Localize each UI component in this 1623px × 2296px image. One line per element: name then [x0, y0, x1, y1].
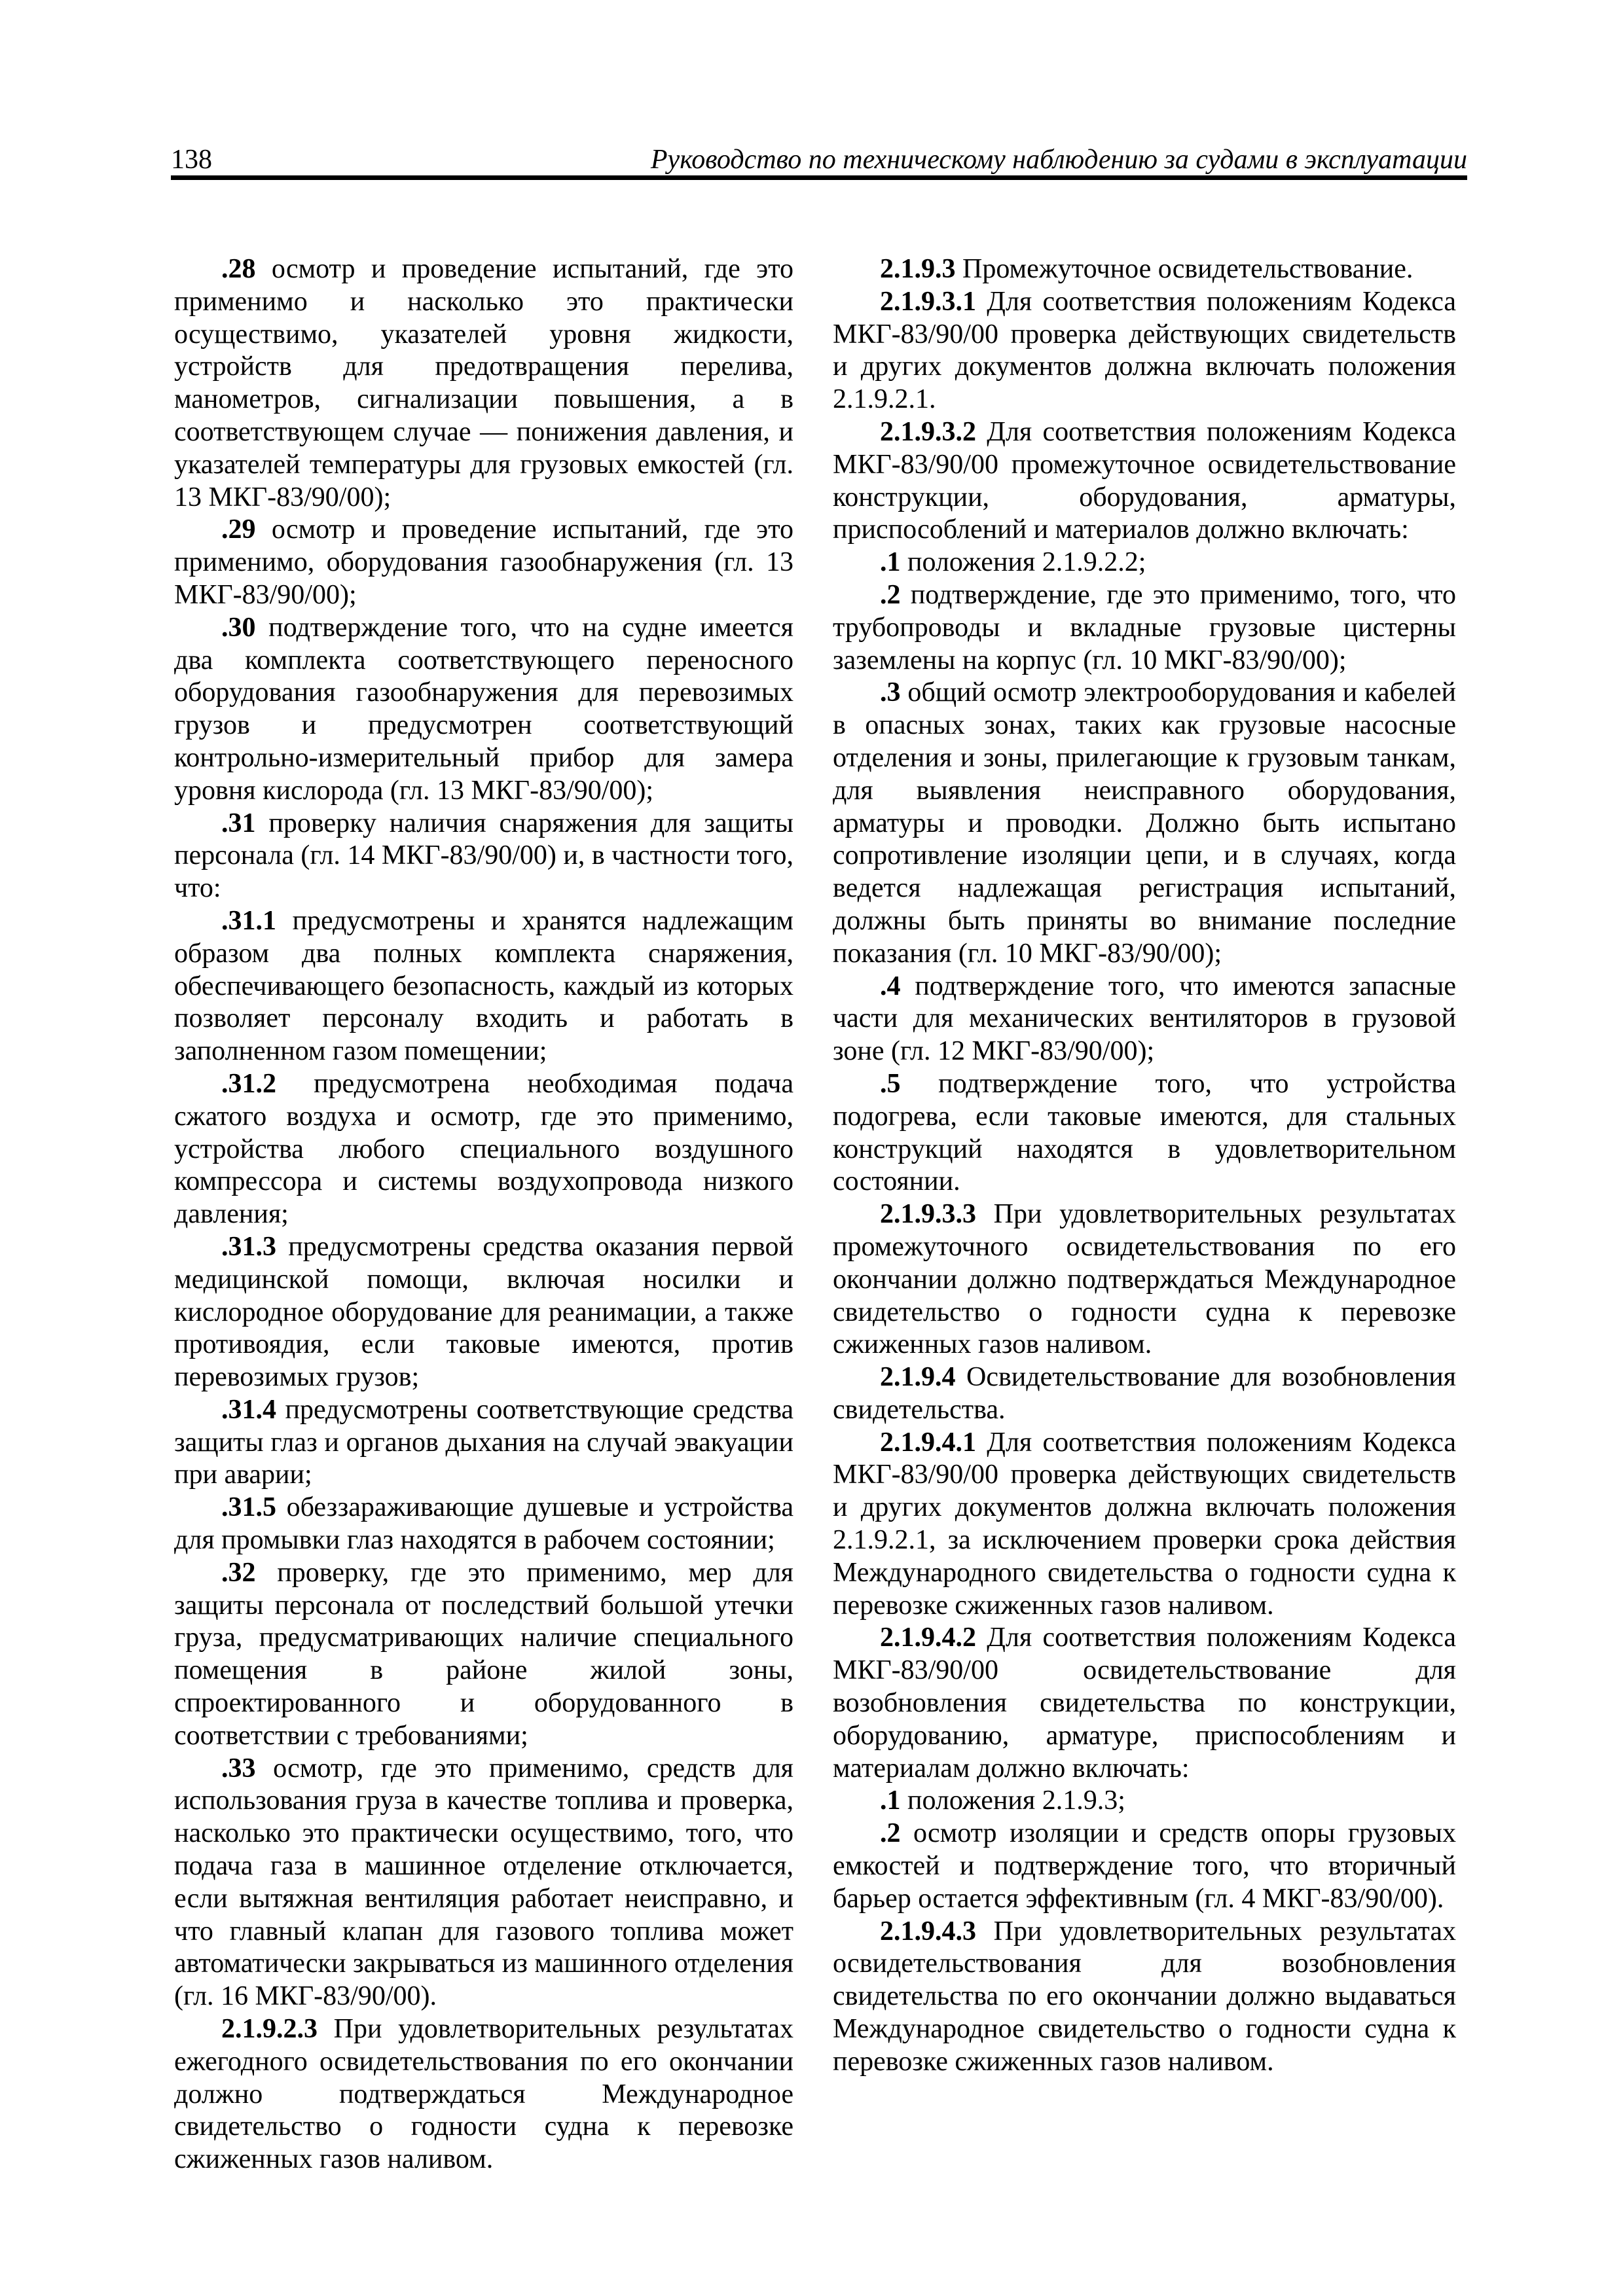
paragraph-text: осмотр и проведение испытаний, где это применимо, оборудования газообнаружения (гл. 13 МКГ-83/90/00);: [174, 514, 793, 610]
paragraph-text: положения 2.1.9.3;: [900, 1785, 1125, 1816]
clause-number: 2.1.9.3.1: [880, 286, 976, 317]
page-header: [171, 145, 1467, 174]
paragraph-text: осмотр, где это применимо, средств для использования груза в качестве топлива и проверка, насколько это практически осуществимо, того, что подача газа в машинное отделение отключается, если вытяжная вентиляция работает неисправно, и что главный клапан для газового топлива может автоматически закрываться из машинного отделения (гл. 16 МКГ-83/90/00).: [174, 1753, 793, 2012]
clause-number: .4: [880, 971, 901, 1001]
clause-number: .31.5: [221, 1492, 276, 1523]
clause-number: .30: [221, 612, 256, 643]
paragraph-text: предусмотрена необходимая подача сжатого воздуха и осмотр, где это применимо, устройства любого специального воздушного компрессора и системы воздухопровода низкого давления;: [174, 1068, 793, 1230]
paragraph-text: проверку наличия снаряжения для защиты персонала (гл. 14 МКГ-83/90/00) и, в частности того, что:: [174, 808, 793, 904]
paragraph: [833, 971, 1456, 1068]
paragraph-text: Для соответствия положениям Кодекса МКГ-83/90/00 освидетельствование для возобновления свидетельства по конструкции, оборудованию, арматуре, приспособлениям и материалам должно включать:: [833, 1623, 1456, 1784]
paragraph-text: предусмотрены средства оказания первой медицинской помощи, включая носилки и кислородное оборудование для реанимации, а также противоядия, если таковые имеются, против перевозимых грузов;: [174, 1231, 793, 1393]
paragraph: [174, 612, 793, 808]
paragraph-text: При удовлетворительных результатах ежегодного освидетельствования по его окончании должно подтверждаться Международное свидетельство о годности судна к перевозке сжиженных газов наливом.: [174, 2014, 793, 2175]
paragraph-text: общий осмотр электрооборудования и кабелей в опасных зонах, таких как грузовые насосные отделения и зоны, прилегающие к грузовым танкам, для выявления неисправного оборудования, арматуры и проводки. Должно быть испытано сопротивление изоляции цепи, и в случаях, когда ведется надлежащая регистрация испытаний, должны быть приняты во внимание последние показания (гл. 10 МКГ-83/90/00);: [833, 677, 1456, 969]
paragraph: [174, 253, 793, 514]
paragraph: [174, 1557, 793, 1753]
clause-number: .1: [880, 1785, 901, 1816]
paragraph: [833, 416, 1456, 547]
paragraph-text: обеззараживающие душевые и устройства для промывки глаз находятся в рабочем состоянии;: [174, 1492, 793, 1556]
clause-number: .28: [221, 254, 256, 284]
paragraph-text: осмотр изоляции и средств опоры грузовых емкостей и подтверждение того, что вторичный барьер остается эффективным (гл. 4 МКГ-83/90/00).: [833, 1818, 1456, 1914]
paragraph-text: подтверждение, где это применимо, того, что трубопроводы и вкладные грузовые цистерны заземлены на корпус (гл. 10 МКГ-83/90/00);: [833, 579, 1456, 675]
paragraph-text: подтверждение того, что на судне имеется два комплекта соответствующего переносного оборудования газообнаружения для перевозимых грузов и предусмотрен соответствующий контрольно-измерительный прибор для замера уровня кислорода (гл. 13 МКГ-83/90/00);: [174, 612, 793, 806]
clause-number: 2.1.9.3: [880, 254, 956, 284]
paragraph: [174, 1068, 793, 1231]
right-column: [833, 253, 1456, 2079]
running-title: Руководство по техническому наблюдению за судами в эксплуатации: [650, 145, 1467, 175]
clause-number: 2.1.9.4.2: [880, 1623, 976, 1653]
paragraph: [174, 1394, 793, 1492]
paragraph: [174, 1492, 793, 1557]
clause-number: .3: [880, 677, 901, 708]
paragraph: [833, 1068, 1456, 1198]
paragraph-text: Для соответствия положениям Кодекса МКГ-83/90/00 проверка действующих свидетельств и других документов должна включать положения 2.1.9.2.1, за исключением проверки срока действия Международного свидетельства о годности судна к перевозке сжиженных газов наливом.: [833, 1427, 1456, 1621]
clause-number: .1: [880, 547, 901, 578]
paragraph: [833, 1198, 1456, 1361]
clause-number: 2.1.9.4.3: [880, 1916, 976, 1946]
paragraph: [833, 286, 1456, 416]
paragraph: [833, 1916, 1456, 2079]
paragraph-text: подтверждение того, что устройства подогрева, если таковые имеются, для стальных конструкций находятся в удовлетворительном состоянии.: [833, 1068, 1456, 1197]
paragraph-text: положения 2.1.9.2.2;: [900, 547, 1146, 578]
paragraph-text: проверку, где это применимо, мер для защиты персонала от последствий большой утечки груза, предусматривающих наличие специального помещения в районе жилой зоны, спроектированного и оборудованного в соответствии с требованиями;: [174, 1557, 793, 1751]
clause-number: .31.2: [221, 1068, 276, 1099]
clause-number: 2.1.9.4.1: [880, 1427, 976, 1458]
clause-number: .31.4: [221, 1394, 276, 1425]
clause-number: 2.1.9.3.3: [880, 1199, 976, 1230]
paragraph: [174, 2013, 793, 2176]
paragraph-text: предусмотрены и хранятся надлежащим образом два полных комплекта снаряжения, обеспечивающего безопасность, каждый из которых позволяет персоналу входить и работать в заполненном газом помещении;: [174, 905, 793, 1067]
paragraph: [833, 579, 1456, 677]
paragraph-text: Для соответствия положениям Кодекса МКГ-83/90/00 проверка действующих свидетельств и других документов должна включать положения 2.1.9.2.1.: [833, 286, 1456, 415]
paragraph: [833, 1427, 1456, 1623]
clause-number: .31.1: [221, 905, 276, 936]
paragraph: [833, 1361, 1456, 1427]
paragraph: [833, 1785, 1456, 1818]
clause-number: .31.3: [221, 1231, 276, 1262]
paragraph-text: При удовлетворительных результатах освидетельствования для возобновления свидетельства по его окончании должно выдаваться Международное свидетельство о годности судна к перевозке сжиженных газов наливом.: [833, 1916, 1456, 2077]
paragraph-text: осмотр и проведение испытаний, где это применимо и насколько это практически осуществимо, указателей уровня жидкости, устройств для предотвращения перелива, манометров, сигнализации повышения, а в соответствующем случае — понижения давления, и указателей температуры для грузовых емкостей (гл. 13 МКГ-83/90/00);: [174, 254, 793, 512]
paragraph: [174, 1231, 793, 1394]
clause-number: .2: [880, 1818, 901, 1849]
paragraph: [174, 905, 793, 1068]
paragraph: [833, 1818, 1456, 1915]
clause-number: .33: [221, 1753, 256, 1784]
paragraph: [833, 547, 1456, 579]
clause-number: .32: [221, 1557, 256, 1588]
clause-number: .2: [880, 579, 901, 610]
paragraph: [833, 1622, 1456, 1785]
paragraph-text: подтверждение того, что имеются запасные части для механических вентиляторов в грузовой зоне (гл. 12 МКГ-83/90/00);: [833, 971, 1456, 1067]
paragraph-text: Освидетельствование для возобновления свидетельства.: [833, 1362, 1456, 1425]
paragraph-text: Для соответствия положениям Кодекса МКГ-83/90/00 промежуточное освидетельствование конструкции, оборудования, арматуры, приспособлений и материалов должно включать:: [833, 416, 1456, 545]
clause-number: .29: [221, 514, 256, 545]
paragraph-text: Промежуточное освидетельствование.: [955, 254, 1413, 284]
clause-number: .31: [221, 808, 256, 838]
paragraph: [833, 253, 1456, 286]
paragraph-text: При удовлетворительных результатах промежуточного освидетельствования по его окончании должно подтверждаться Международное свидетельство о годности судна к перевозке сжиженных газов наливом.: [833, 1199, 1456, 1360]
paragraph: [174, 808, 793, 905]
left-column: [174, 253, 793, 2176]
paragraph-text: предусмотрены соответствующие средства защиты глаз и органов дыхания на случай эвакуации при аварии;: [174, 1394, 793, 1490]
header-rule: [171, 175, 1467, 180]
paragraph: [833, 677, 1456, 970]
clause-number: 2.1.9.3.2: [880, 416, 976, 447]
paragraph: [174, 1753, 793, 2013]
clause-number: 2.1.9.4: [880, 1362, 956, 1393]
clause-number: 2.1.9.2.3: [221, 2014, 318, 2045]
page-number: 138: [171, 145, 212, 175]
clause-number: .5: [880, 1068, 901, 1099]
paragraph: [174, 514, 793, 611]
